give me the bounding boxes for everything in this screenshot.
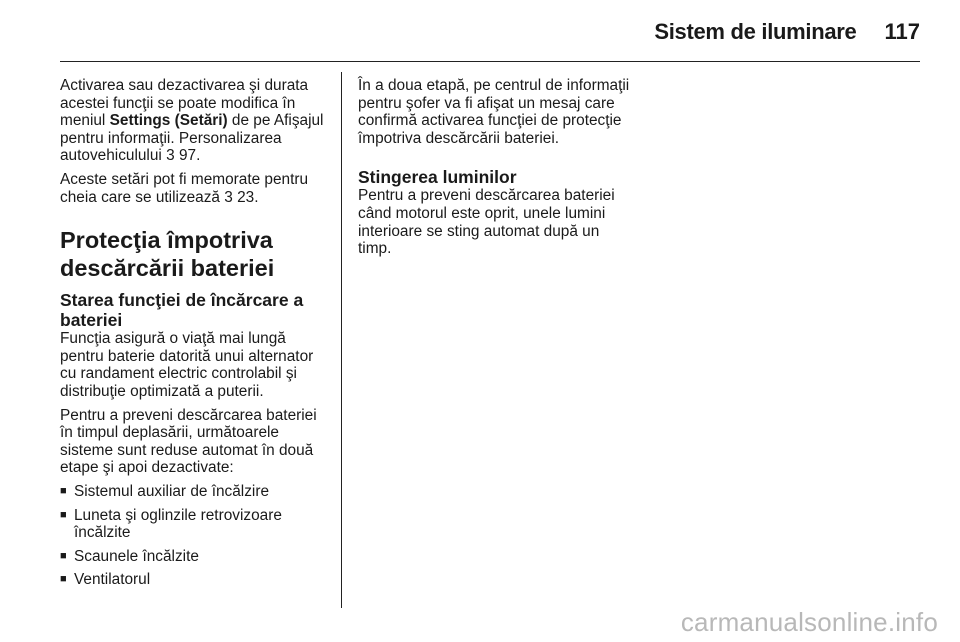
text: Activarea sau dezactivarea şi durata acestei funcţii se poate modifica în meniul [60, 77, 309, 130]
list-item [60, 483, 332, 501]
header-rule [60, 61, 920, 62]
column-divider [341, 72, 342, 608]
page-header [654, 14, 920, 50]
text: de pe Afişajul pentru informaţii. Personalizarea autovehiculului [60, 112, 324, 165]
left-column [60, 77, 332, 595]
list-item [60, 548, 332, 566]
paragraph-prevent: Pentru a preveni descărcarea bateriei în timpul deplasării, următoarele sisteme sunt reduse automat în două etape şi apoi dezactivate: [60, 406, 317, 477]
right-column [358, 77, 630, 264]
subsection-heading: Stingerea luminilor [358, 167, 517, 188]
list-item [60, 507, 332, 542]
section-title: Sistem de iluminare [654, 19, 857, 44]
list-item-text: Scaunele încălzite [74, 547, 199, 565]
section-heading: Protecţia împotriva descărcării bateriei [60, 227, 275, 282]
text: Aceste setări pot fi memorate pentru cheia care se utilizează [60, 170, 309, 206]
page-number: 117 [884, 19, 920, 44]
page-reference: 3 23. [224, 188, 259, 206]
bullet-icon: ■ [60, 484, 67, 497]
paragraph-lights-off: Pentru a preveni descărcarea bateriei când motorul este oprit, unele lumini interioare se sting automat după un timp. [358, 187, 615, 258]
list-item [60, 571, 332, 589]
bullet-icon: ■ [60, 508, 67, 521]
paragraph-key-memory [60, 171, 332, 206]
list-item-text: Luneta şi oglinzile retrovizoare încălzite [74, 506, 282, 542]
paragraph-stage-two: În a doua etapă, pe centrul de informaţii pentru şofer va fi afişat un mesaj care confirmă activarea funcţiei de protecţie împotriva descărcării bateriei. [358, 77, 630, 147]
paragraph-settings [60, 77, 332, 165]
paragraph-function: Funcţia asigură o viaţă mai lungă pentru baterie datorită unui alternator cu randament electric controlabil şi distribuţie optimizată a puterii. [60, 330, 314, 400]
bullet-icon: ■ [60, 573, 67, 586]
subsection-heading: Starea funcţiei de încărcare a bateriei [60, 290, 304, 331]
list-item-text: Ventilatorul [74, 571, 151, 589]
list-item-text: Sistemul auxiliar de încălzire [74, 482, 270, 500]
bullet-icon: ■ [60, 549, 67, 562]
settings-menu-name: Settings (Setări) [109, 112, 228, 130]
page-reference: 3 97. [166, 147, 201, 165]
watermark: carmanualsonline.info [680, 607, 938, 637]
